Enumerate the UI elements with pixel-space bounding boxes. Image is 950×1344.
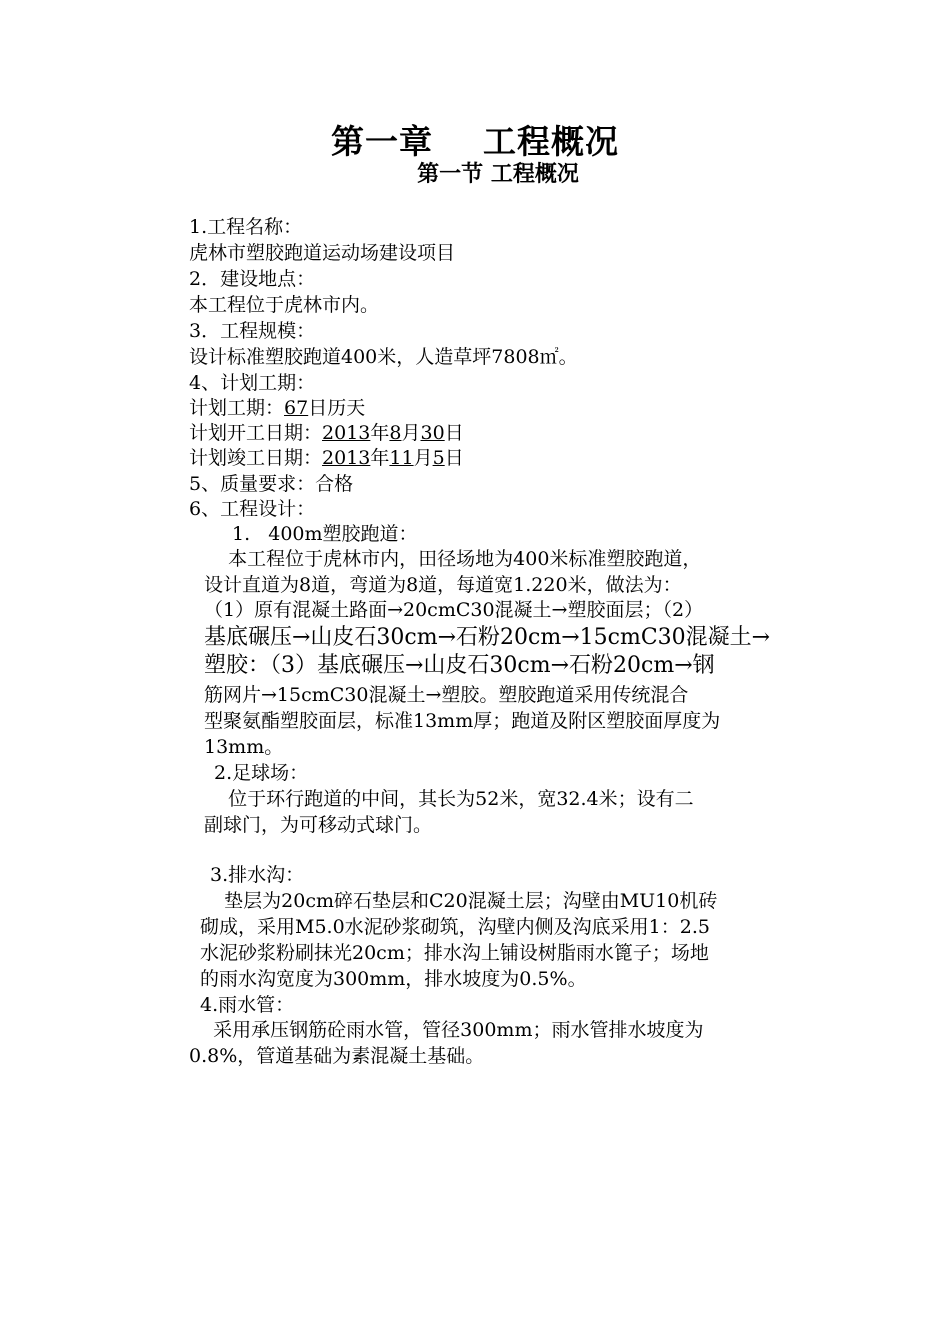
drain-line: 砌成，采用M5.0水泥砂浆砌筑，沟壁内侧及沟底采用1：2.5 <box>200 916 710 938</box>
track-line: 设计直道为8道，弯道为8道，每道宽1.220米，做法为： <box>204 574 682 596</box>
scale-label: 3．工程规模： <box>189 320 316 342</box>
drain-heading: 3.排水沟： <box>210 864 305 886</box>
scale-value: 设计标准塑胶跑道400米，人造草坪7808㎡。 <box>189 346 578 368</box>
rain-line: 0.8%，管道基础为素混凝土基础。 <box>189 1045 485 1067</box>
track-line: 筋网片→15cmC30混凝土→塑胶。塑胶跑道采用传统混合 <box>204 684 689 706</box>
drain-line: 水泥砂浆粉刷抹光20cm；排水沟上铺设树脂雨水篦子；场地 <box>200 942 709 964</box>
finish-day-unit: 日 <box>444 447 464 469</box>
finish-day: 5 <box>432 447 445 469</box>
finish-year: 2013 <box>322 447 371 469</box>
track-heading: 1. 400m塑胶跑道： <box>232 523 418 545</box>
finish-prefix: 计划竣工日期： <box>189 447 323 469</box>
period-label: 4、计划工期： <box>189 372 316 394</box>
start-month: 8 <box>389 422 402 444</box>
start-day-unit: 日 <box>444 422 464 444</box>
start-date-line <box>189 420 464 446</box>
project-name-label: 1.工程名称： <box>189 216 303 238</box>
drain-line: 垫层为20cm碎石垫层和C20混凝土层；沟壁由MU10机砖 <box>200 890 718 912</box>
location-value: 本工程位于虎林市内。 <box>189 294 380 316</box>
period-prefix: 计划工期： <box>189 397 285 419</box>
drain-line: 的雨水沟宽度为300mm，排水坡度为0.5%。 <box>200 968 587 990</box>
section-title: 第一节 工程概况 <box>417 161 579 187</box>
track-line: （1）原有混凝土路面→20cmC30混凝土→塑胶面层；（2） <box>204 599 704 621</box>
rain-heading: 4.雨水管： <box>200 994 295 1016</box>
football-line: 位于环行跑道的中间，其长为52米，宽32.4米；设有二 <box>204 788 694 810</box>
chapter-title: 第一章 工程概况 <box>331 122 619 161</box>
track-line: 型聚氨酯塑胶面层，标准13mm厚；跑道及附区塑胶面厚度为 <box>204 710 721 732</box>
track-line: 基底碾压→山皮石30cm→石粉20cm→15cmC30混凝土→ <box>204 625 771 650</box>
design-label: 6、工程设计： <box>189 498 316 520</box>
track-line: 本工程位于虎林市内，田径场地为400米标准塑胶跑道， <box>204 548 702 570</box>
start-day: 30 <box>420 422 445 444</box>
period-suffix: 日历天 <box>308 397 366 419</box>
finish-month: 11 <box>389 447 414 469</box>
track-line: 13mm。 <box>204 736 284 758</box>
start-year: 2013 <box>322 422 371 444</box>
start-prefix: 计划开工日期： <box>189 422 323 444</box>
finish-month-unit: 月 <box>413 447 433 469</box>
start-month-unit: 月 <box>401 422 421 444</box>
start-year-unit: 年 <box>370 422 390 444</box>
period-days: 67 <box>284 397 309 419</box>
project-name-value: 虎林市塑胶跑道运动场建设项目 <box>189 242 456 264</box>
period-line <box>189 395 365 421</box>
football-heading: 2.足球场： <box>214 762 309 784</box>
quality-line: 5、质量要求：合格 <box>189 473 354 495</box>
rain-line: 采用承压钢筋砼雨水管，管径300mm；雨水管排水坡度为 <box>189 1019 704 1041</box>
finish-year-unit: 年 <box>370 447 390 469</box>
football-line: 副球门，为可移动式球门。 <box>204 814 433 836</box>
location-label: 2．建设地点： <box>189 268 316 290</box>
finish-date-line <box>189 445 464 471</box>
track-line: 塑胶：（3）基底碾压→山皮石30cm→石粉20cm→钢 <box>204 653 715 678</box>
